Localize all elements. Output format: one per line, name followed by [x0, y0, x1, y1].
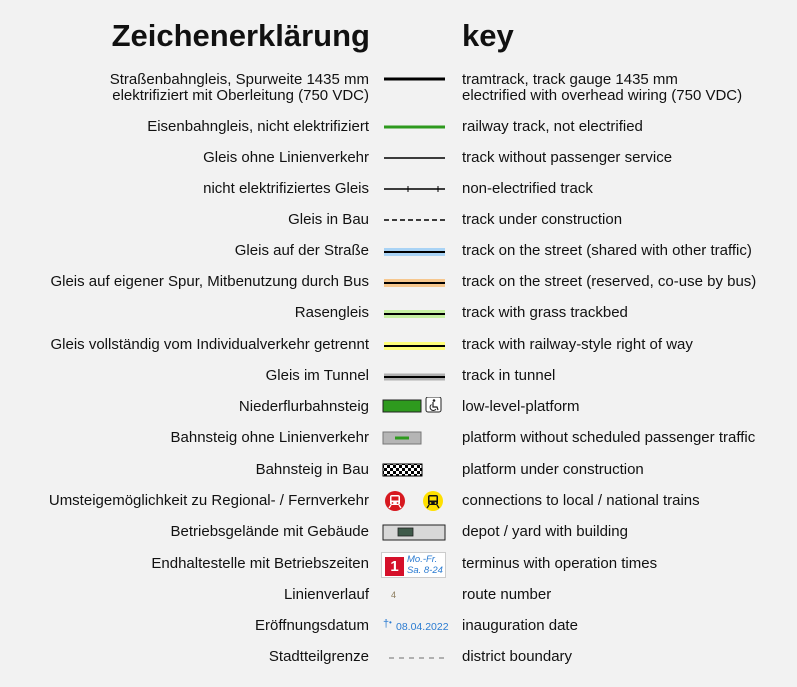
railway-track-line: [378, 119, 450, 135]
legend-row: [0, 587, 797, 603]
terminus-route-badge: 1: [385, 557, 404, 576]
regional-train-icon: [385, 491, 405, 511]
dagger-icon: †: [383, 618, 390, 630]
legend-label-de: Gleis auf eigener Spur, Mitbenutzung durch Bus: [50, 273, 369, 290]
legend-label-en: track without passenger service: [462, 149, 673, 166]
legend-label-de: Stadtteilgrenze: [268, 648, 369, 665]
legend-row: [0, 212, 797, 228]
route-number: [378, 587, 450, 603]
legend-row: [0, 554, 797, 576]
legend-label-en: track on the street (shared with other traffic): [462, 242, 752, 259]
legend-row: [0, 243, 797, 259]
legend-label-de: Straßenbahngleis, Spurweite 1435 mm elektrifiziert mit Oberleitung (750 VDC): [109, 71, 369, 104]
legend-row: [0, 181, 797, 197]
tram-track-line: [378, 72, 450, 88]
legend-row: [0, 493, 797, 511]
national-train-icon: [423, 491, 443, 511]
legend-row: [0, 524, 797, 540]
non-electrified-track-line: [378, 181, 450, 197]
legend-label-de: Linienverlauf: [283, 586, 369, 603]
legend-row: [0, 150, 797, 166]
legend-label-en: track with grass trackbed: [462, 304, 628, 321]
legend-label-en: district boundary: [462, 648, 573, 665]
legend-label-en: track under construction: [462, 211, 623, 228]
legend-label-de: nicht elektrifiziertes Gleis: [203, 180, 369, 197]
street-track-line: [378, 243, 450, 259]
legend-label-de: Umsteigemöglichkeit zu Regional- / Fernverkehr: [48, 492, 369, 509]
legend-label-de: Gleis vollständig vom Individualverkehr getrennt: [50, 336, 369, 353]
grass-track-line: [378, 305, 450, 321]
legend-row: [0, 649, 797, 665]
unused-platform-icon: [378, 430, 450, 446]
date-mark-dot: •: [389, 618, 392, 627]
legend-label-de: Gleis in Bau: [288, 211, 369, 228]
terminus-icon: [378, 552, 450, 580]
legend-label-de: Bahnsteig ohne Linienverkehr: [170, 429, 369, 446]
terminus-times-saturday: Sa. 8-24: [407, 565, 443, 576]
legend-label-en: track in tunnel: [462, 367, 556, 384]
legend-row: [0, 462, 797, 478]
legend-row: [0, 274, 797, 290]
inauguration-date-sample: 08.04.2022: [396, 621, 449, 633]
legend-label-de: Betriebsgelände mit Gebäude: [170, 523, 369, 540]
legend-label-en: low-level-platform: [462, 398, 580, 415]
legend-label-de: Eröffnungsdatum: [255, 617, 369, 634]
legend-label-de: Niederflurbahnsteig: [238, 398, 369, 415]
legend-label-en: inauguration date: [462, 617, 578, 634]
route-number-sample: 4: [391, 590, 397, 600]
legend-label-de: Rasengleis: [294, 304, 369, 321]
legend-row: [0, 368, 797, 384]
legend-label-en: platform without scheduled passenger traffic: [462, 429, 756, 446]
legend-row: [0, 119, 797, 135]
title-english: key: [462, 18, 514, 53]
legend-label-de: Gleis im Tunnel: [265, 367, 369, 384]
legend-row: [0, 337, 797, 353]
bus-lane-track-line: [378, 274, 450, 290]
legend-label-en: depot / yard with building: [462, 523, 628, 540]
train-connection-icons: [378, 490, 450, 512]
checkered-platform-icon: [378, 462, 450, 478]
terminus-box: [381, 552, 446, 578]
legend-label-en: non-electrified track: [462, 180, 593, 197]
legend-label-en: track with railway-style right of way: [462, 336, 693, 353]
legend-label-en: terminus with operation times: [462, 555, 658, 572]
legend-label-en: connections to local / national trains: [462, 492, 700, 509]
legend-label-de: Gleis ohne Linienverkehr: [203, 149, 369, 166]
legend-label-en: route number: [462, 586, 552, 603]
legend-row: [0, 72, 797, 104]
legend-label-en: tramtrack, track gauge 1435 mm electrified with overhead wiring (750 VDC): [462, 71, 743, 104]
low-platform-icon: [378, 397, 450, 417]
legend-row: [0, 399, 797, 417]
depot-icon: [378, 524, 450, 540]
no-service-track-line: [378, 150, 450, 166]
legend-label-de: Gleis auf der Straße: [234, 242, 369, 259]
district-boundary-line: [378, 649, 450, 665]
separated-track-line: [378, 337, 450, 353]
inauguration-date: [378, 618, 450, 634]
legend-row: [0, 430, 797, 446]
terminus-times-weekday: Mo.-Fr.: [407, 554, 438, 565]
tunnel-track-line: [378, 368, 450, 384]
legend-label-de: Bahnsteig in Bau: [255, 461, 369, 478]
legend-label-en: track on the street (reserved, co-use by bus): [462, 273, 757, 290]
title-german: Zeichenerklärung: [111, 18, 370, 53]
construction-track-line: [378, 212, 450, 228]
legend-label-de: Endhaltestelle mit Betriebszeiten: [151, 555, 369, 572]
legend-row: [0, 305, 797, 321]
legend-row: [0, 618, 797, 634]
legend-label-de: Eisenbahngleis, nicht elektrifiziert: [147, 118, 369, 135]
legend-label-en: railway track, not electrified: [462, 118, 643, 135]
legend-label-en: platform under construction: [462, 461, 644, 478]
